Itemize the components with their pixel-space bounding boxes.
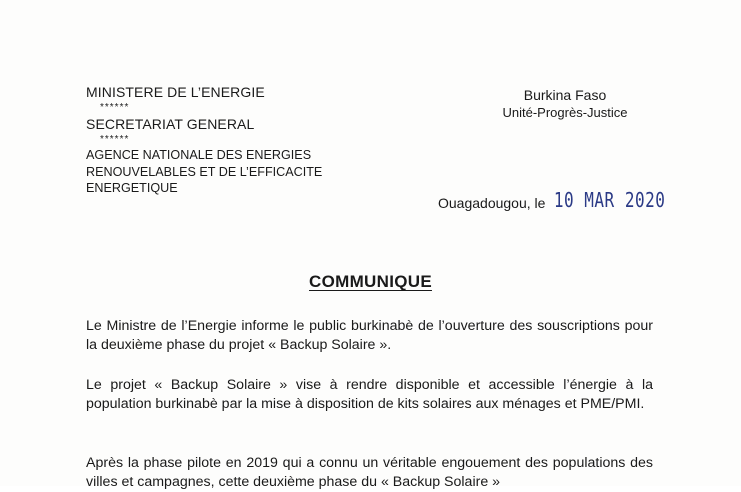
national-motto: Unité-Progrès-Justice — [502, 105, 628, 120]
title-text: COMMUNIQUE — [309, 272, 432, 291]
paragraph: Après la phase pilote en 2019 qui a connu un véritable engouement des populations des villes et campagnes, cette deuxième phase du « Backup Solaire » — [86, 455, 653, 490]
issuer-block — [86, 84, 386, 196]
agency-line: ENERGETIQUE — [86, 181, 178, 195]
paragraph: Le Ministre de l’Energie informe le public burkinabè de l’ouverture des souscriptions pour la deuxième phase du projet « Backup Solaire ». — [86, 318, 653, 353]
country-block — [490, 86, 640, 122]
place-label: Ouagadougou, le — [438, 195, 546, 211]
secretariat-name: SECRETARIAT GENERAL — [86, 116, 255, 132]
separator-stars: ****** — [100, 102, 130, 113]
agency-line: AGENCE NATIONALE DES ENERGIES — [86, 148, 312, 162]
separator-stars: ****** — [100, 134, 130, 145]
date-line — [438, 188, 666, 213]
document-title — [0, 272, 741, 292]
country-name: Burkina Faso — [523, 87, 607, 103]
paragraph: Le projet « Backup Solaire » vise à rendre disponible et accessible l’énergie à la population burkinabè par la mise à disposition de kits solaires aux ménages et PME/PMI. — [86, 377, 653, 412]
ministry-name: MINISTERE DE L’ENERGIE — [86, 84, 265, 100]
date-stamp: 10 MAR 2020 — [553, 188, 666, 212]
agency-line: RENOUVELABLES ET DE L’EFFICACITE — [86, 164, 323, 179]
